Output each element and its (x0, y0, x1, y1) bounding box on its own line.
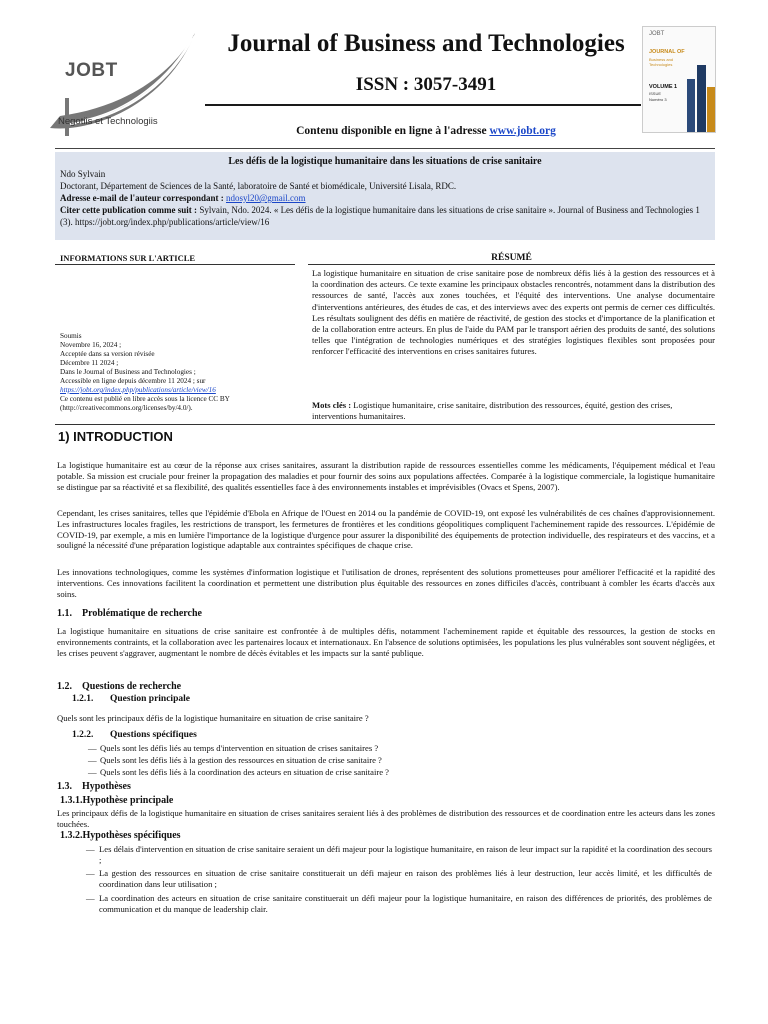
cover-volume: VOLUME 1 (649, 84, 678, 90)
question-text: Quels sont les défis liés à la gestion des ressources en situation de crise sanitaire ? (100, 755, 382, 765)
paragraph: Cependant, les crises sanitaires, telles que l'épidémie d'Ebola en Afrique de l'Ouest en 2014 ou la pandémie de COVID-19, ont exposé les vulnérabilités de ces chaînes d'approvisionnement. Les infrastructures locales fragiles, les restrictions de transport, les fermetures de frontières et les conditions géopolitiques compliquent l'acheminement rapide des ressources. L'épidémie de COVID-19, par exemple, a mis en lumière l'importance de la logistique d'urgence pour assurer la disponibilité des équipements de protection individuelle, des respirateurs et des vaccins, et a souligné la nécessité d'une préparation logistique adaptable aux contraintes spécifiques de chaque crise. (57, 508, 715, 551)
author-name: Ndo Sylvain (60, 169, 106, 179)
subsubsection-heading-questions-specifiques: 1.2.2. Questions spécifiques (72, 730, 197, 740)
subsubsection-heading-hypothese-principale: 1.3.1.Hypothèse principale (60, 795, 174, 806)
logo-subtitle: Negotiis et Technologiis (58, 116, 158, 127)
dash-bullet: — (86, 844, 95, 854)
dash-bullet: — (88, 743, 97, 753)
cover-numero: Numéro 3 (649, 97, 667, 102)
list-item (86, 868, 712, 890)
cover-title: JOURNAL OF (649, 49, 685, 55)
question-text: Quels sont les défis liés à la coordination des acteurs en situation de crise sanitaire ? (100, 767, 389, 777)
dash-bullet: — (86, 868, 95, 878)
author-email-line (60, 192, 710, 204)
paragraph: La logistique humanitaire est au cœur de la réponse aux crises sanitaires, assurant la distribution rapide de ressources essentielles comme les médicaments, l'équipement médical et l'eau potable. Sa mission est cruciale pour freiner la propagation des maladies et pour fournir des soins aux populations affectées. Comparée à la logistique commerciale, la logistique humanitaire se distingue par sa réactivité et sa flexibilité, des qualités essentielles face à des environnements instables et imprévisibles (Ovacs et Spens, 2007). (57, 460, 715, 492)
list-item (86, 844, 712, 866)
abstract-bottom-divider (55, 424, 715, 425)
cover-subtitle: Business and Technologies (649, 57, 674, 67)
hypothesis-text: La coordination des acteurs en situation de crise sanitaire constituerait un défi majeur pour la logistique humanitaire, en raison des différences de priorités, des problèmes de communication et du manque de leadership clair. (99, 893, 712, 914)
article-link[interactable]: https://jobt.org/index.php/publications/article/view/16 (60, 386, 216, 394)
history-line: Novembre 16, 2024 ; (60, 341, 122, 349)
question-text: Quels sont les défis liés au temps d'intervention en situation de crises sanitaires ? (100, 743, 379, 753)
hypothesis-text: Les délais d'intervention en situation de crise sanitaire seraient un défi majeur pour la logistique humanitaire, en raison de leur impact sur la rapidité et la coordination des secours ; (99, 844, 712, 865)
logo-text: JOBT (65, 60, 118, 81)
author-email-link[interactable]: ndosyl20@gmail.com (226, 193, 306, 203)
journal-title: Journal of Business and Technologies (227, 30, 625, 57)
online-label: Contenu disponible en ligne à l'adresse (296, 125, 490, 137)
header-divider (205, 104, 641, 106)
article-history (60, 332, 290, 413)
keywords-text: Logistique humanitaire, crise sanitaire, distribution des ressources, équité, gestion des crises, interventions humanitaires. (312, 400, 673, 422)
article-title: Les défis de la logistique humanitaire dans les situations de crise sanitaire (228, 156, 542, 167)
paragraph: La logistique humanitaire en situations de crise sanitaire est confrontée à de multiples défis, notamment l'acheminement rapide et équitable des ressources, la gestion de stocks en environnements contraints, et la collaboration avec les partenaires locaux et internationaux. En l'absence de solutions optimisées, les populations les plus vulnérables sont souvent négligées, et les crises peuvent s'aggraver, augmentant le nombre de décès évitables et les impacts sur la santé publique. (57, 626, 715, 658)
cover-building-icon (683, 57, 715, 132)
subsubsection-heading-hypotheses-specifiques: 1.3.2.Hypothèses spécifiques (60, 830, 181, 841)
citation-label: Citer cette publication comme suit : (60, 205, 200, 215)
article-info-heading: INFORMATIONS SUR L'ARTICLE (60, 253, 196, 263)
online-availability (206, 125, 646, 137)
email-label: Adresse e-mail de l'auteur correspondant : (60, 193, 226, 203)
list-item (88, 755, 708, 766)
subsection-heading-problematique: 1.1. Problématique de recherche (57, 608, 202, 619)
paragraph: Les principaux défis de la logistique humanitaire en situation de crises sanitaires seraient liés à des problèmes de distribution des ressources et de coordination entre les acteurs dans les zones touchées. (57, 808, 715, 829)
abstract-text: La logistique humanitaire en situation de crise sanitaire pose de nombreux défis liés à la gestion des ressources et à la coordination des acteurs. Ce texte examine les principaux obstacles rencontrés, notamment dans la distribution des ressources de santé, l'accès aux zones touchées, et l'équité des interventions. Une analyse documentaire d'interventions antérieures, des études de cas, et des interviews avec des experts ont permis de cerner ces difficultés. Les résultats soulignent des défis en matière de réactivité, de gestion des stocks et d'importance de la planification et de la collaboration entre acteurs. En plus de l'aide du PAM par le transport aérien des produits de santé, des solutions telles que l'intégration de technologies numériques et des stratégies logistiques flexibles sont proposées pour renforcer l'efficacité des interventions en crises sanitaires futures. (312, 268, 715, 357)
keywords-label: Mots clés : (312, 400, 354, 410)
list-item (86, 893, 712, 915)
main-question: Quels sont les principaux défis de la logistique humanitaire en situation de crise sanitaire ? (57, 713, 369, 723)
citation (60, 204, 710, 228)
history-line: Accessible en ligne depuis décembre 11 2024 ; sur (60, 377, 206, 385)
journal-website-link[interactable]: www.jobt.org (489, 125, 556, 137)
cover-issue: ISSUE (649, 91, 662, 96)
hypothesis-text: La gestion des ressources en situation de crise sanitaire constituerait un défi majeur en raison des problèmes liés à leur destruction, leur accès limité, et les difficultés de coordination dans leur utilisation ; (99, 868, 712, 889)
dash-bullet: — (86, 893, 95, 903)
top-divider (55, 148, 715, 149)
journal-cover-image (642, 26, 716, 133)
list-item (88, 767, 708, 778)
subsection-heading-questions: 1.2. Questions de recherche (57, 681, 182, 692)
dash-bullet: — (88, 755, 97, 765)
history-line: Soumis (60, 332, 82, 340)
article-info-divider (55, 264, 295, 265)
history-line: Dans le Journal of Business and Technologies ; (60, 368, 196, 376)
subsubsection-heading-question-principale: 1.2.1. Question principale (72, 694, 190, 704)
issn: ISSN : 3057-3491 (355, 74, 497, 95)
dash-bullet: — (88, 767, 97, 777)
list-item (88, 743, 708, 754)
keywords (312, 400, 715, 422)
history-line: Acceptée dans sa version révisée (60, 350, 155, 358)
abstract-divider (308, 264, 715, 265)
abstract-heading: RÉSUMÉ (491, 253, 532, 263)
citation-text: Sylvain, Ndo. 2024. « Les défis de la logistique humanitaire dans les situations de crise sanitaire ». Journal of Business and Technologies 1 (3). https://jobt.org/index.php/publications/article/view/16 (60, 205, 700, 227)
license-text: Ce contenu est publié en libre accès sous la licence CC BY (http://creativecommons.org/licenses/by/4.0/). (60, 395, 230, 412)
section-heading-introduction: 1) INTRODUCTION (58, 429, 173, 444)
cover-brand: JOBT (649, 31, 665, 37)
history-line: Décembre 11 2024 ; (60, 359, 119, 367)
author-affiliation: Doctorant, Département de Sciences de la Santé, laboratoire de Santé et biomédicale, Université Lisala, RDC. (60, 181, 457, 191)
paragraph: Les innovations technologiques, comme les systèmes d'information logistique et l'utilisation de drones, représentent des solutions prometteuses pour améliorer l'efficacité et la rapidité des interventions. Ces innovations facilitent la coordination et permettent une distribution plus équitable des ressources en zones difficiles d'accès, contribuant à combler les écarts d'accès aux soins. (57, 567, 715, 599)
subsection-heading-hypotheses: 1.3. Hypothèses (57, 781, 131, 792)
